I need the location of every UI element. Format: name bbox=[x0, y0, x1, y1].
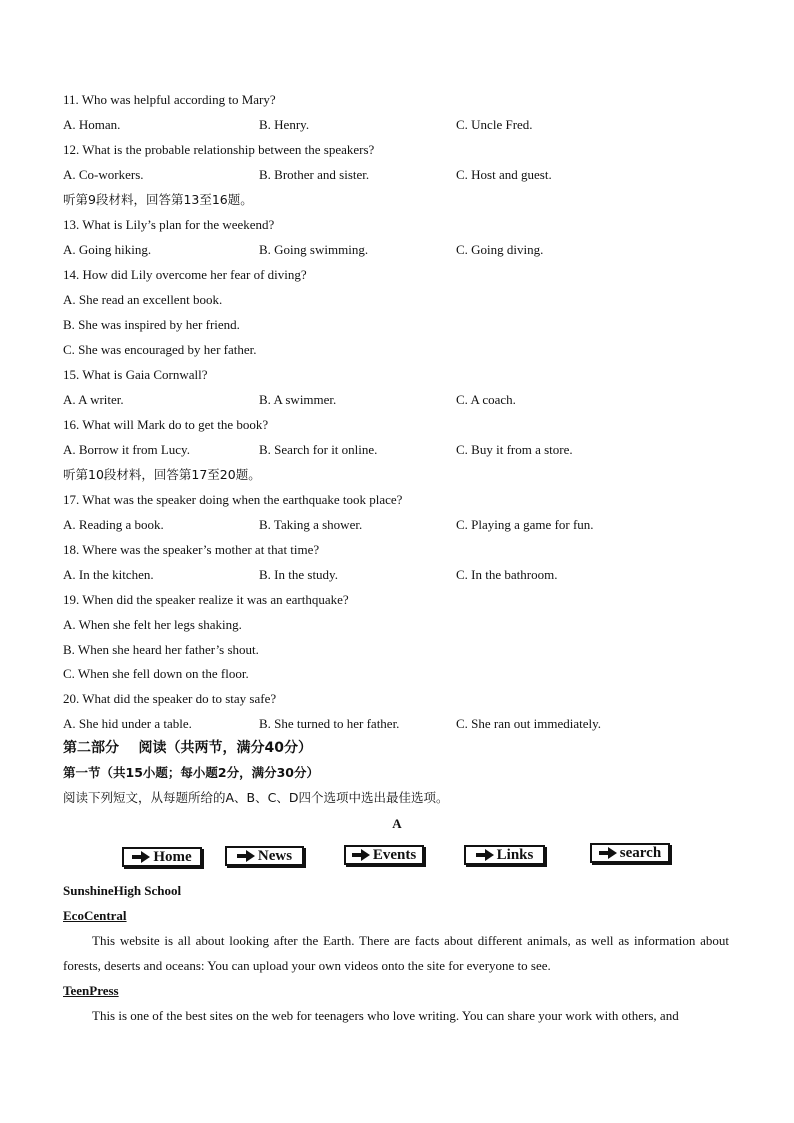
part-two-title: 第二部分 阅读（共两节，满分40分） bbox=[63, 740, 312, 756]
q11-option-a: A. Homan. bbox=[63, 117, 121, 132]
q19-option-c: C. When she fell down on the floor. bbox=[63, 666, 249, 681]
site-ecocentral-description: This website is all about looking after the Earth. There are facts about different animals, as well as information about forests, deserts and oceans: You can upload your own videos onto the site for everyone to see. bbox=[63, 933, 729, 973]
site-teenpress-description: This is one of the best sites on the web for teenagers who love writing. You can share your work with others, and bbox=[92, 1008, 679, 1023]
q13-option-b: B. Going swimming. bbox=[259, 242, 369, 257]
arrow-right-icon bbox=[599, 847, 617, 859]
q12-stem: 12. What is the probable relationship between the speakers? bbox=[63, 142, 375, 157]
q18-option-a: A. In the kitchen. bbox=[63, 567, 154, 582]
q16-stem: 16. What will Mark do to get the book? bbox=[63, 417, 269, 432]
arrow-right-icon bbox=[237, 850, 255, 862]
q16-option-b: B. Search for it online. bbox=[259, 442, 378, 457]
q11-stem: 11. Who was helpful according to Mary? bbox=[63, 92, 276, 107]
q18-option-b: B. In the study. bbox=[259, 567, 338, 582]
q12-option-a: A. Co-workers. bbox=[63, 167, 144, 182]
site-ecocentral-title[interactable]: EcoCentral bbox=[63, 908, 127, 923]
q14-option-a: A. She read an excellent book. bbox=[63, 292, 223, 307]
q19-stem: 19. When did the speaker realize it was an earthquake? bbox=[63, 592, 349, 607]
site-teenpress-title[interactable]: TeenPress bbox=[63, 983, 119, 998]
q19-option-a: A. When she felt her legs shaking. bbox=[63, 617, 242, 632]
q11-option-c: C. Uncle Fred. bbox=[456, 117, 533, 132]
arrow-right-icon bbox=[476, 849, 494, 861]
nav-news-label: News bbox=[257, 847, 293, 864]
nav-home-label: Home bbox=[153, 848, 192, 865]
nav-events-button[interactable] bbox=[344, 845, 424, 865]
q13-stem: 13. What is Lily’s plan for the weekend? bbox=[63, 217, 275, 232]
q14-option-b: B. She was inspired by her friend. bbox=[63, 317, 240, 332]
q12-option-b: B. Brother and sister. bbox=[259, 167, 370, 182]
section-one-title: 第一节（共15小题；每小题2分，满分30分） bbox=[63, 765, 319, 780]
q20-stem: 20. What did the speaker do to stay safe? bbox=[63, 691, 277, 706]
q20-option-b: B. She turned to her father. bbox=[259, 716, 400, 731]
q17-stem: 17. What was the speaker doing when the earthquake took place? bbox=[63, 492, 403, 507]
q17-option-b: B. Taking a shower. bbox=[259, 517, 363, 532]
nav-events-label: Events bbox=[372, 846, 417, 863]
school-name: SunshineHigh School bbox=[63, 883, 182, 898]
nav-news-button[interactable] bbox=[225, 846, 304, 866]
q18-stem: 18. Where was the speaker’s mother at that time? bbox=[63, 542, 320, 557]
nav-home-button[interactable] bbox=[122, 847, 202, 867]
arrow-right-icon bbox=[132, 851, 150, 863]
q15-option-c: C. A coach. bbox=[456, 392, 516, 407]
q17-option-a: A. Reading a book. bbox=[63, 517, 164, 532]
nav-search-label: search bbox=[619, 844, 662, 861]
q12-option-c: C. Host and guest. bbox=[456, 167, 552, 182]
q16-option-a: A. Borrow it from Lucy. bbox=[63, 442, 190, 457]
q14-option-c: C. She was encouraged by her father. bbox=[63, 342, 257, 357]
passage-label: A bbox=[392, 816, 402, 831]
q20-option-a: A. She hid under a table. bbox=[63, 716, 192, 731]
q15-option-a: A. A writer. bbox=[63, 392, 124, 407]
q11-option-b: B. Henry. bbox=[259, 117, 310, 132]
nav-links-button[interactable] bbox=[464, 845, 545, 865]
q18-option-c: C. In the bathroom. bbox=[456, 567, 558, 582]
q15-stem: 15. What is Gaia Cornwall? bbox=[63, 367, 208, 382]
q20-option-c: C. She ran out immediately. bbox=[456, 716, 602, 731]
q13-option-c: C. Going diving. bbox=[456, 242, 544, 257]
section-9-instruction: 听第9段材料，回答第13至16题。 bbox=[63, 192, 253, 207]
reading-instruction: 阅读下列短文，从每题所给的A、B、C、D四个选项中选出最佳选项。 bbox=[63, 790, 449, 805]
section-10-instruction: 听第10段材料，回答第17至20题。 bbox=[63, 467, 261, 482]
nav-links-label: Links bbox=[496, 846, 534, 863]
nav-search-button[interactable] bbox=[590, 843, 670, 863]
q17-option-c: C. Playing a game for fun. bbox=[456, 517, 594, 532]
q13-option-a: A. Going hiking. bbox=[63, 242, 152, 257]
q14-stem: 14. How did Lily overcome her fear of diving? bbox=[63, 267, 307, 282]
q15-option-b: B. A swimmer. bbox=[259, 392, 337, 407]
q19-option-b: B. When she heard her father’s shout. bbox=[63, 642, 259, 657]
q16-option-c: C. Buy it from a store. bbox=[456, 442, 573, 457]
arrow-right-icon bbox=[352, 849, 370, 861]
